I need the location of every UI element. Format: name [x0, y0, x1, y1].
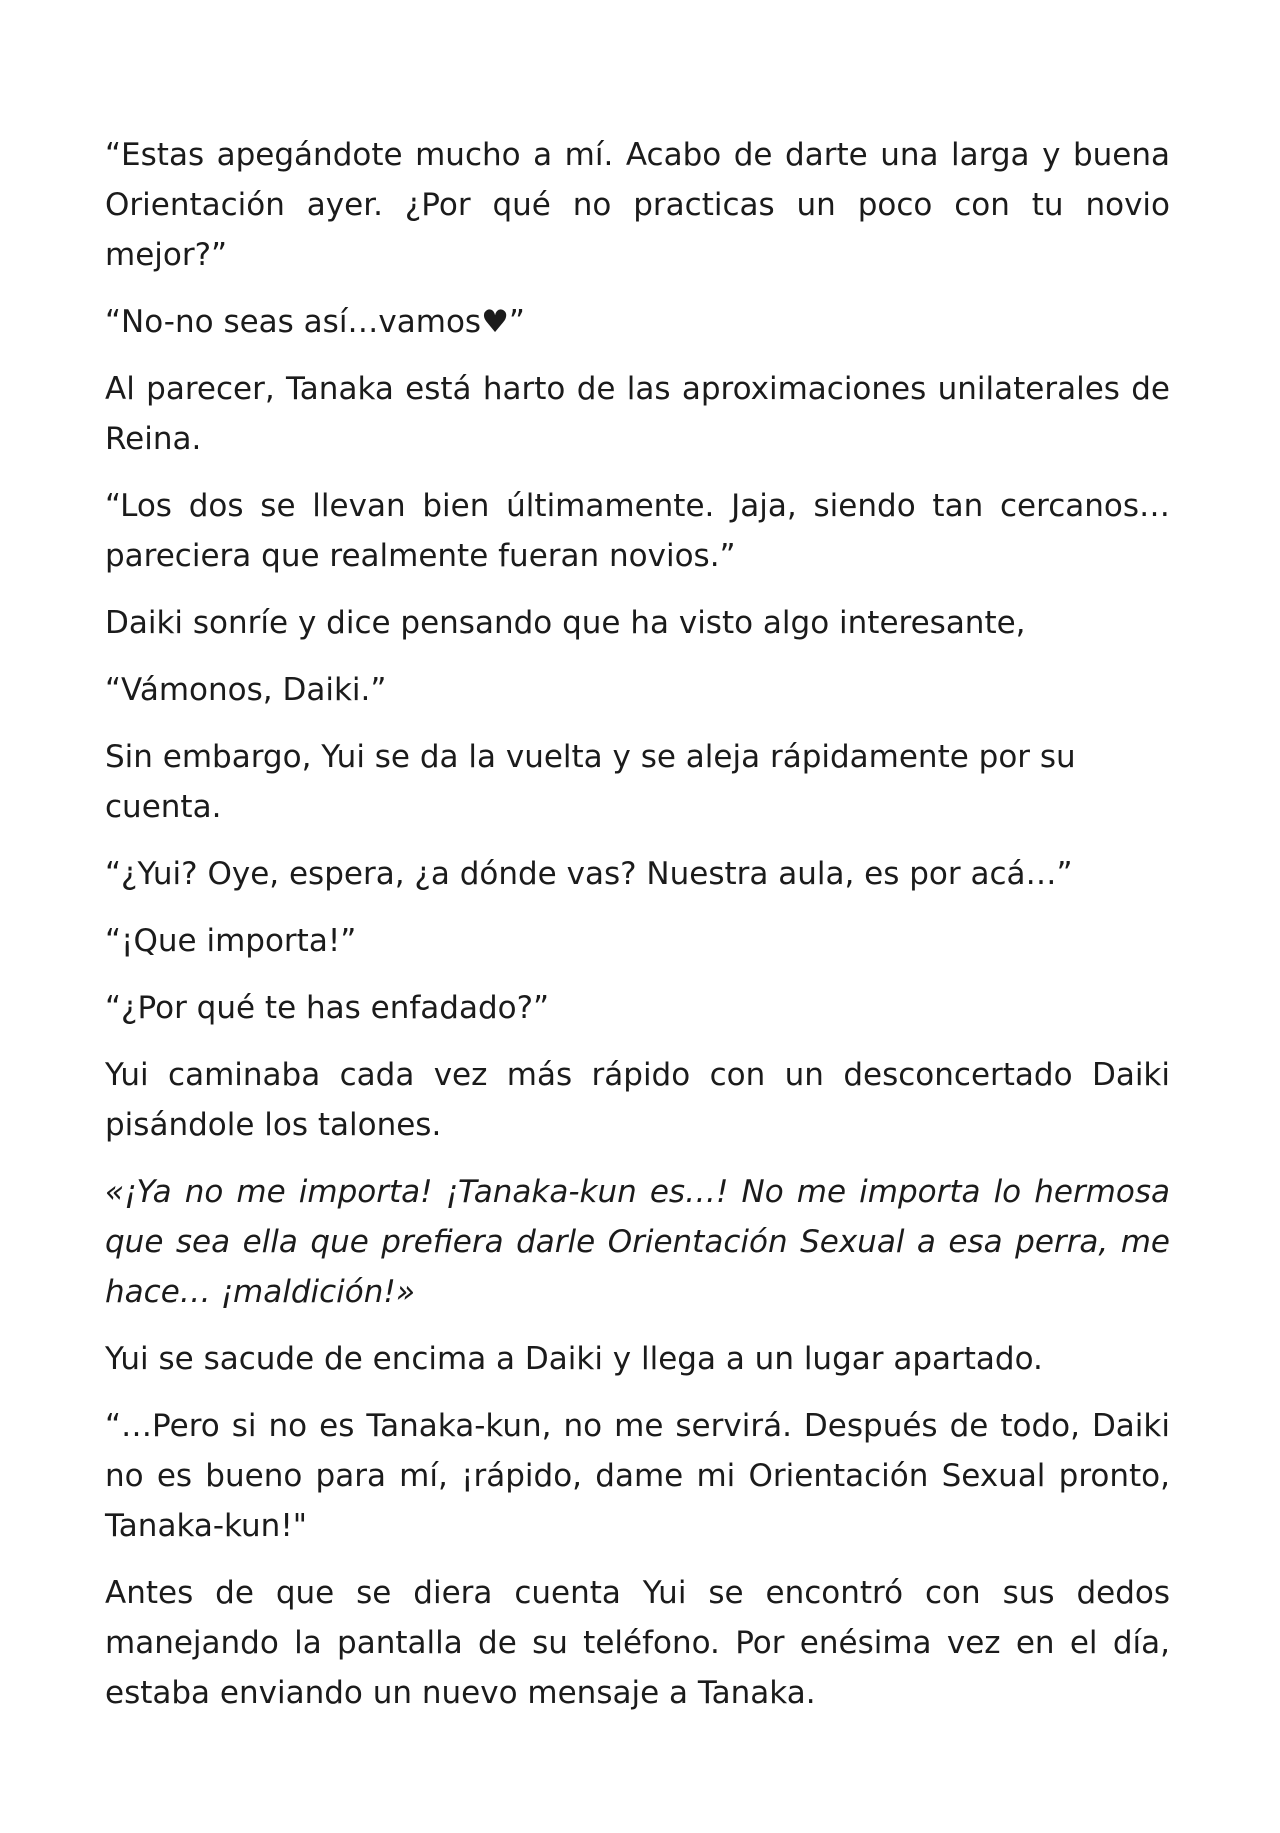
- paragraph-2: “No-no seas así…vamos♥”: [105, 304, 525, 340]
- paragraph-6: “Vámonos, Daiki.”: [105, 672, 387, 708]
- paragraph-12-italic-thought: «¡Ya no me importa! ¡Tanaka-kun es…! No me importa lo hermosa que sea ella que prefiera darle Orientación Sexual a esa perra, me hace… ¡maldición!»: [105, 1174, 1170, 1310]
- paragraph-14: “…Pero si no es Tanaka-kun, no me servirá. Después de todo, Daiki no es bueno para mí, ¡rápido, dame mi Orientación Sexual pronto, Tanaka-kun!": [105, 1408, 1170, 1544]
- paragraph-8: “¿Yui? Oye, espera, ¿a dónde vas? Nuestra aula, es por acá…”: [105, 856, 1073, 892]
- body-text: [105, 130, 1170, 1735]
- paragraph-1: “Estas apegándote mucho a mí. Acabo de darte una larga y buena Orientación ayer. ¿Por qué no practicas un poco con tu novio mejor?”: [105, 137, 1170, 273]
- paragraph-3: Al parecer, Tanaka está harto de las aproximaciones unilaterales de Reina.: [105, 371, 1170, 457]
- paragraph-15: Antes de que se diera cuenta Yui se encontró con sus dedos manejando la pantalla de su teléfono. Por enésima vez en el día, estaba enviando un nuevo mensaje a Tanaka.: [105, 1575, 1170, 1711]
- paragraph-10: “¿Por qué te has enfadado?”: [105, 990, 550, 1026]
- paragraph-5: Daiki sonríe y dice pensando que ha visto algo interesante,: [105, 605, 1026, 641]
- paragraph-9: “¡Que importa!”: [105, 923, 357, 959]
- paragraph-4: “Los dos se llevan bien últimamente. Jaja, siendo tan cercanos… pareciera que realmente fueran novios.”: [105, 488, 1170, 574]
- paragraph-7: Sin embargo, Yui se da la vuelta y se aleja rápidamente por su cuenta.: [105, 739, 1076, 825]
- paragraph-11: Yui caminaba cada vez más rápido con un desconcertado Daiki pisándole los talones.: [105, 1057, 1170, 1143]
- paragraph-13: Yui se sacude de encima a Daiki y llega a un lugar apartado.: [105, 1341, 1043, 1377]
